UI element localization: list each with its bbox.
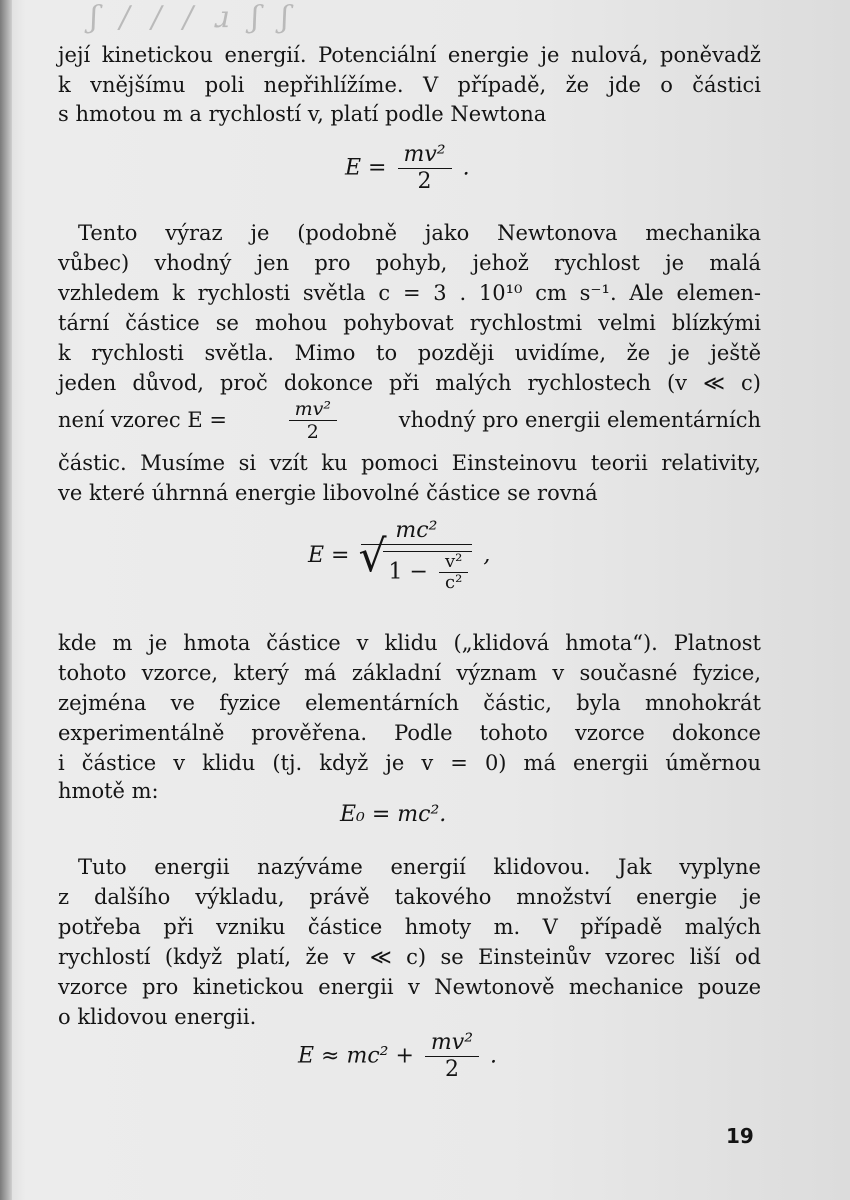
text-line: její kinetickou energií. Potenciální energie je nulová, poněvadž bbox=[58, 43, 761, 67]
text-line: Tento výraz je (podobně jako Newtonova mechanika bbox=[78, 221, 761, 245]
text-line: Tuto energii nazýváme energií klidovou. Jak vyplyne bbox=[78, 855, 761, 879]
text-line: s hmotou m a rychlostí v, platí podle Newtona bbox=[58, 102, 547, 126]
pencil-scribble: ʃ / / / ɹ ʃ ʃ bbox=[90, 0, 296, 35]
page-number: 19 bbox=[726, 1124, 754, 1148]
text-line: i částice v klidu (tj. když je v = 0) má energii úměrnou bbox=[58, 751, 761, 775]
text-line: k vnějšímu poli nepřihlížíme. V případě, že jde o částici bbox=[58, 73, 761, 97]
text-line: jeden důvod, proč dokonce při malých rychlostech (v ≪ c) bbox=[58, 371, 761, 395]
text-line: o klidovou energii. bbox=[58, 1005, 257, 1029]
text-line: vzhledem k rychlosti světla c = 3 . 10¹⁰ cm s⁻¹. Ale elemen- bbox=[58, 281, 761, 305]
text-line: vzorce pro kinetickou energii v Newtonově mechanice pouze bbox=[58, 975, 761, 999]
inline-equation-line: není vzorec E = $\frac{\text{mv²}}{2}$ vhodný pro energii elementárních bbox=[58, 397, 761, 443]
text-line: zejména ve fyzice elementárních částic, byla mnohokrát bbox=[58, 691, 761, 715]
equation-kinetic-energy: E = $\frac{\text{mv²}}{2}$ . bbox=[345, 142, 470, 194]
text-line: hmotě m: bbox=[58, 779, 159, 803]
text-line: experimentálně prověřena. Podle tohoto vzorce dokonce bbox=[58, 721, 761, 745]
text-line: kde m je hmota částice v klidu („klidová hmota“). Platnost bbox=[58, 631, 761, 655]
equation-relativistic-energy: E = mc² √ 1 − $\frac{\text{v²}}{\text{c²}}$ , bbox=[308, 518, 490, 593]
equation-rest-energy: E₀ = mc². bbox=[340, 802, 447, 827]
page-edge-shadow bbox=[0, 0, 12, 1200]
text-line: částic. Musíme si vzít ku pomoci Einsteinovu teorii relativity, bbox=[58, 451, 761, 475]
text-line: z dalšího výkladu, právě takového množství energie je bbox=[58, 885, 761, 909]
text-line: tární částice se mohou pohybovat rychlostmi velmi blízkými bbox=[58, 311, 761, 335]
text-line: tohoto vzorce, který má základní význam v současné fyzice, bbox=[58, 661, 761, 685]
equation-approx-energy: E ≈ mc² + $\frac{\text{mv²}}{2}$ . bbox=[298, 1030, 498, 1082]
text-line: vůbec) vhodný jen pro pohyb, jehož rychlost je malá bbox=[58, 251, 761, 275]
text-line: ve které úhrnná energie libovolné částice se rovná bbox=[58, 481, 598, 505]
text-line: potřeba při vzniku částice hmoty m. V případě malých bbox=[58, 915, 761, 939]
text-line: k rychlosti světla. Mimo to později uvidíme, že je ještě bbox=[58, 341, 761, 365]
text-line: rychlostí (když platí, že v ≪ c) se Einsteinův vzorec liší od bbox=[58, 945, 761, 969]
